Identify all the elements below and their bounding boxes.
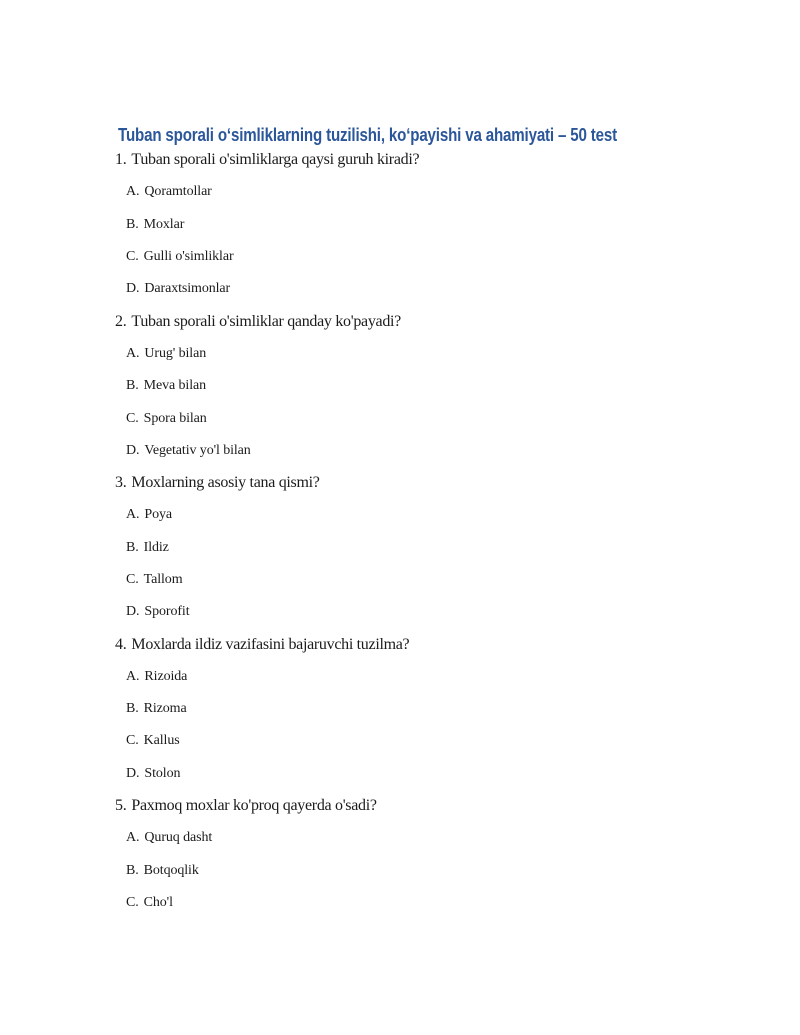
question-line (0, 467, 800, 499)
option-text: Rizoma (143, 701, 187, 717)
option-text: Daraxtsimonlar (144, 281, 231, 297)
option-label: D. (126, 281, 140, 297)
question-line (0, 790, 800, 822)
question-line (0, 305, 800, 337)
question-line (0, 144, 800, 176)
option-label: C. (126, 572, 139, 587)
option-line (0, 822, 800, 854)
option-line (0, 887, 800, 919)
option-label: C. (126, 733, 139, 749)
option-label: A. (126, 345, 140, 361)
option-line (0, 241, 800, 273)
question-number: 1. (115, 151, 127, 169)
option-text: Qoramtollar (144, 184, 212, 200)
option-text: Moxlar (143, 216, 185, 232)
option-label: D. (126, 604, 140, 620)
option-label: A. (126, 668, 140, 684)
option-line (0, 693, 800, 725)
question-text: Tuban sporali o'simliklarga qaysi guruh kiradi? (131, 151, 420, 169)
option-line (0, 661, 800, 693)
option-text: Tallom (143, 572, 183, 587)
option-text: Stolon (144, 765, 181, 781)
question-text: Paxmoq moxlar ko'proq qayerda o'sadi? (131, 797, 377, 815)
question-number: 4. (115, 635, 127, 653)
question-text: Moxlarning asosiy tana qismi? (131, 474, 320, 492)
option-text: Spora bilan (143, 410, 207, 426)
option-label: C. (126, 894, 139, 910)
question-text: Moxlarda ildiz vazifasini bajaruvchi tuzilma? (131, 635, 410, 653)
option-line (0, 338, 800, 370)
option-line (0, 370, 800, 402)
question-text: Tuban sporali o'simliklar qanday ko'payadi? (131, 312, 401, 330)
option-label: B. (126, 862, 139, 878)
option-text: Ildiz (143, 539, 169, 555)
option-line (0, 435, 800, 467)
option-text: Poya (144, 507, 173, 523)
option-text: Quruq dasht (144, 830, 213, 846)
option-label: B. (126, 216, 139, 232)
option-text: Gulli o'simliklar (143, 249, 234, 265)
option-line (0, 499, 800, 531)
option-text: Urug' bilan (144, 345, 207, 361)
option-line (0, 564, 800, 596)
option-label: B. (126, 539, 139, 555)
question-number: 5. (115, 797, 127, 815)
option-text: Vegetativ yo'l bilan (144, 442, 251, 458)
option-line (0, 209, 800, 241)
option-line (0, 758, 800, 790)
option-label: C. (126, 249, 139, 265)
question-line (0, 628, 800, 660)
option-text: Meva bilan (143, 378, 207, 394)
option-label: A. (126, 507, 140, 523)
option-line (0, 176, 800, 208)
question-number: 3. (115, 474, 127, 492)
option-text: Rizoida (144, 668, 188, 684)
option-label: C. (126, 410, 139, 426)
option-line (0, 273, 800, 305)
option-label: B. (126, 701, 139, 717)
option-text: Sporofit (144, 604, 190, 620)
option-line (0, 596, 800, 628)
option-label: B. (126, 378, 139, 394)
question-number: 2. (115, 312, 127, 330)
option-label: A. (126, 184, 140, 200)
option-text: Cho'l (143, 894, 173, 910)
option-label: D. (126, 765, 140, 781)
questions-list (0, 144, 800, 919)
option-text: Kallus (143, 733, 180, 749)
option-label: D. (126, 442, 140, 458)
document-title: Tuban sporali oʻsimliklarning tuzilishi, koʻpayishi va ahamiyati – 50 test (118, 125, 617, 145)
option-line (0, 725, 800, 757)
option-line (0, 402, 800, 434)
option-line (0, 532, 800, 564)
option-line (0, 855, 800, 887)
option-label: A. (126, 830, 140, 846)
option-text: Botqoqlik (143, 862, 199, 878)
